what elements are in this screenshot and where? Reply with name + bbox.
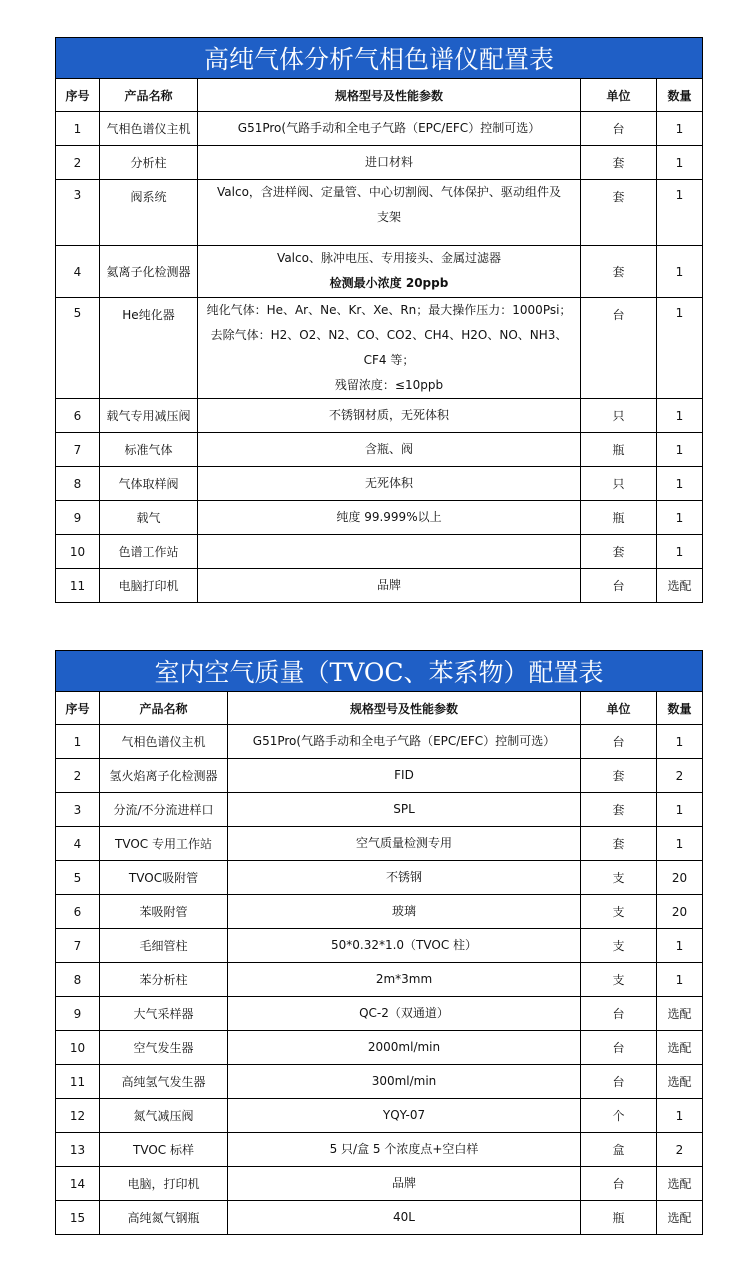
product-name: 空气发生器 bbox=[100, 1031, 228, 1065]
row-number: 10 bbox=[56, 1031, 100, 1065]
table-row bbox=[56, 433, 703, 467]
table-row bbox=[56, 997, 703, 1031]
tvoc-config-table bbox=[55, 650, 703, 1235]
spec-line: 支架 bbox=[376, 210, 401, 224]
spec-line: 含瓶、阀 bbox=[364, 442, 413, 456]
row-number: 11 bbox=[56, 569, 100, 603]
qty-cell: 1 bbox=[657, 501, 703, 535]
unit-cell: 支 bbox=[581, 929, 657, 963]
table-row bbox=[56, 759, 703, 793]
col-header-spec: 规格型号及性能参数 bbox=[198, 79, 581, 112]
qty-cell: 选配 bbox=[657, 1201, 703, 1235]
product-name: 氢火焰离子化检测器 bbox=[100, 759, 228, 793]
spec-line: Valco，含进样阀、定量管、中心切割阀、气体保护、驱动组件及 bbox=[217, 185, 561, 199]
spec-cell bbox=[228, 1167, 581, 1201]
qty-cell: 20 bbox=[657, 861, 703, 895]
row-number: 4 bbox=[56, 246, 100, 298]
qty-cell: 2 bbox=[657, 759, 703, 793]
spec-cell bbox=[198, 501, 581, 535]
spec-cell bbox=[228, 1201, 581, 1235]
spec-cell bbox=[198, 146, 581, 180]
unit-cell: 个 bbox=[581, 1099, 657, 1133]
row-number: 15 bbox=[56, 1201, 100, 1235]
col-header-unit: 单位 bbox=[581, 692, 657, 725]
product-name: TVOC 标样 bbox=[100, 1133, 228, 1167]
spec-line: 残留浓度：≤10ppb bbox=[334, 378, 444, 392]
product-name: 气相色谱仪主机 bbox=[100, 112, 198, 146]
table-row bbox=[56, 963, 703, 997]
table-title: 室内空气质量（TVOC、苯系物）配置表 bbox=[56, 651, 703, 692]
table-row bbox=[56, 1133, 703, 1167]
product-name: 载气 bbox=[100, 501, 198, 535]
row-number: 3 bbox=[56, 180, 100, 246]
spec-cell bbox=[228, 725, 581, 759]
spec-line: Valco、脉冲电压、专用接头、金属过滤器 bbox=[277, 251, 501, 265]
col-header-no: 序号 bbox=[56, 79, 100, 112]
qty-cell: 选配 bbox=[657, 569, 703, 603]
unit-cell: 套 bbox=[581, 759, 657, 793]
unit-cell: 套 bbox=[581, 246, 657, 298]
unit-cell: 套 bbox=[581, 535, 657, 569]
spec-line: 2m*3mm bbox=[375, 972, 433, 986]
unit-cell: 支 bbox=[581, 963, 657, 997]
spec-cell bbox=[198, 467, 581, 501]
qty-cell: 1 bbox=[657, 180, 703, 246]
unit-cell: 只 bbox=[581, 467, 657, 501]
table-row bbox=[56, 1167, 703, 1201]
unit-cell: 台 bbox=[581, 1167, 657, 1201]
unit-cell: 台 bbox=[581, 569, 657, 603]
row-number: 14 bbox=[56, 1167, 100, 1201]
product-name: 色谱工作站 bbox=[100, 535, 198, 569]
product-name: 氦离子化检测器 bbox=[100, 246, 198, 298]
table-row bbox=[56, 793, 703, 827]
spec-cell bbox=[228, 895, 581, 929]
qty-cell: 1 bbox=[657, 298, 703, 399]
qty-cell: 1 bbox=[657, 725, 703, 759]
spec-line: 纯度 99.999%以上 bbox=[336, 510, 442, 524]
qty-cell: 1 bbox=[657, 793, 703, 827]
qty-cell: 选配 bbox=[657, 1031, 703, 1065]
qty-cell: 1 bbox=[657, 535, 703, 569]
unit-cell: 瓶 bbox=[581, 433, 657, 467]
row-number: 5 bbox=[56, 861, 100, 895]
unit-cell: 瓶 bbox=[581, 1201, 657, 1235]
gc-config-table bbox=[55, 37, 703, 603]
table-row bbox=[56, 535, 703, 569]
spec-line: 50*0.32*1.0（TVOC 柱） bbox=[330, 938, 478, 952]
unit-cell: 只 bbox=[581, 399, 657, 433]
product-name: 毛细管柱 bbox=[100, 929, 228, 963]
table-row bbox=[56, 1099, 703, 1133]
table-row bbox=[56, 1031, 703, 1065]
spec-cell bbox=[228, 861, 581, 895]
spec-line: YQY-07 bbox=[382, 1108, 426, 1122]
product-name: He纯化器 bbox=[100, 298, 198, 399]
table-row bbox=[56, 112, 703, 146]
col-header-unit: 单位 bbox=[581, 79, 657, 112]
row-number: 12 bbox=[56, 1099, 100, 1133]
qty-cell: 1 bbox=[657, 929, 703, 963]
spec-cell bbox=[198, 246, 581, 298]
product-name: 气相色谱仪主机 bbox=[100, 725, 228, 759]
row-number: 7 bbox=[56, 929, 100, 963]
row-number: 8 bbox=[56, 963, 100, 997]
unit-cell: 台 bbox=[581, 112, 657, 146]
qty-cell: 选配 bbox=[657, 997, 703, 1031]
product-name: 电脑打印机 bbox=[100, 569, 198, 603]
spec-cell bbox=[198, 298, 581, 399]
qty-cell: 1 bbox=[657, 399, 703, 433]
spec-line: FID bbox=[394, 768, 414, 782]
product-name: 阀系统 bbox=[100, 180, 198, 246]
spec-cell bbox=[228, 793, 581, 827]
spec-cell bbox=[198, 535, 581, 569]
qty-cell: 1 bbox=[657, 146, 703, 180]
spec-line: 不锈钢材质，无死体积 bbox=[328, 408, 449, 422]
col-header-qty: 数量 bbox=[657, 692, 703, 725]
qty-cell: 1 bbox=[657, 963, 703, 997]
product-name: 气体取样阀 bbox=[100, 467, 198, 501]
col-header-spec: 规格型号及性能参数 bbox=[228, 692, 581, 725]
row-number: 2 bbox=[56, 146, 100, 180]
product-name: 大气采样器 bbox=[100, 997, 228, 1031]
header-row bbox=[56, 692, 703, 725]
qty-cell: 1 bbox=[657, 246, 703, 298]
product-name: 苯分析柱 bbox=[100, 963, 228, 997]
row-number: 5 bbox=[56, 298, 100, 399]
spec-line: 进口材料 bbox=[364, 155, 413, 169]
spec-line: G51Pro(气路手动和全电子气路（EPC/EFC）控制可选） bbox=[252, 734, 556, 748]
spec-line: 玻璃 bbox=[391, 904, 416, 918]
qty-cell: 20 bbox=[657, 895, 703, 929]
row-number: 13 bbox=[56, 1133, 100, 1167]
row-number: 10 bbox=[56, 535, 100, 569]
table-row bbox=[56, 569, 703, 603]
spec-line: 纯化气体：He、Ar、Ne、Kr、Xe、Rn；最大操作压力：1000Psi； bbox=[206, 303, 572, 317]
spec-line: 空气质量检测专用 bbox=[355, 836, 452, 850]
unit-cell: 瓶 bbox=[581, 501, 657, 535]
product-name: 高纯氢气发生器 bbox=[100, 1065, 228, 1099]
qty-cell: 1 bbox=[657, 1099, 703, 1133]
table-row bbox=[56, 146, 703, 180]
spec-cell bbox=[228, 929, 581, 963]
row-number: 3 bbox=[56, 793, 100, 827]
spec-line: 2000ml/min bbox=[367, 1040, 441, 1054]
unit-cell: 台 bbox=[581, 1065, 657, 1099]
qty-cell: 选配 bbox=[657, 1065, 703, 1099]
qty-cell: 选配 bbox=[657, 1167, 703, 1201]
spec-cell bbox=[228, 759, 581, 793]
qty-cell: 1 bbox=[657, 112, 703, 146]
table-row bbox=[56, 246, 703, 298]
spec-cell bbox=[198, 433, 581, 467]
row-number: 6 bbox=[56, 895, 100, 929]
spec-line: 40L bbox=[393, 1210, 415, 1224]
unit-cell: 台 bbox=[581, 298, 657, 399]
spec-line: 品牌 bbox=[376, 578, 401, 592]
spec-line: 无死体积 bbox=[364, 476, 413, 490]
qty-cell: 2 bbox=[657, 1133, 703, 1167]
spec-cell bbox=[198, 112, 581, 146]
qty-cell: 1 bbox=[657, 827, 703, 861]
product-name: 载气专用减压阀 bbox=[100, 399, 198, 433]
spec-cell bbox=[228, 1065, 581, 1099]
spec-line: 5 只/盒 5 个浓度点+空白样 bbox=[329, 1142, 479, 1156]
spec-line: 不锈钢 bbox=[385, 870, 422, 884]
col-header-name: 产品名称 bbox=[100, 692, 228, 725]
unit-cell: 台 bbox=[581, 1031, 657, 1065]
spec-line: SPL bbox=[393, 802, 415, 816]
row-number: 6 bbox=[56, 399, 100, 433]
table-row bbox=[56, 501, 703, 535]
product-name: TVOC吸附管 bbox=[100, 861, 228, 895]
table-row bbox=[56, 467, 703, 501]
spec-cell bbox=[228, 1133, 581, 1167]
row-number: 9 bbox=[56, 501, 100, 535]
qty-cell: 1 bbox=[657, 433, 703, 467]
unit-cell: 盒 bbox=[581, 1133, 657, 1167]
table-row bbox=[56, 298, 703, 399]
spec-line: G51Pro(气路手动和全电子气路（EPC/EFC）控制可选） bbox=[237, 121, 541, 135]
product-name: TVOC 专用工作站 bbox=[100, 827, 228, 861]
unit-cell: 套 bbox=[581, 146, 657, 180]
product-name: 分流/不分流进样口 bbox=[100, 793, 228, 827]
table-row bbox=[56, 929, 703, 963]
table-row bbox=[56, 861, 703, 895]
spec-cell bbox=[228, 827, 581, 861]
col-header-name: 产品名称 bbox=[100, 79, 198, 112]
unit-cell: 支 bbox=[581, 895, 657, 929]
table-row bbox=[56, 827, 703, 861]
spec-cell bbox=[228, 997, 581, 1031]
table-row bbox=[56, 725, 703, 759]
table-row bbox=[56, 895, 703, 929]
product-name: 苯吸附管 bbox=[100, 895, 228, 929]
spec-line: 去除气体：H2、O2、N2、CO、CO2、CH4、H2O、NO、NH3、CF4 等； bbox=[210, 328, 568, 367]
spec-line: 检测最小浓度 20ppb bbox=[329, 276, 449, 290]
product-name: 分析柱 bbox=[100, 146, 198, 180]
table-title: 高纯气体分析气相色谱仪配置表 bbox=[56, 38, 703, 79]
unit-cell: 台 bbox=[581, 725, 657, 759]
spec-line: 300ml/min bbox=[371, 1074, 437, 1088]
product-name: 电脑，打印机 bbox=[100, 1167, 228, 1201]
unit-cell: 套 bbox=[581, 180, 657, 246]
row-number: 4 bbox=[56, 827, 100, 861]
row-number: 7 bbox=[56, 433, 100, 467]
unit-cell: 支 bbox=[581, 861, 657, 895]
unit-cell: 台 bbox=[581, 997, 657, 1031]
col-header-no: 序号 bbox=[56, 692, 100, 725]
spec-line: 品牌 bbox=[391, 1176, 416, 1190]
row-number: 11 bbox=[56, 1065, 100, 1099]
spec-cell bbox=[198, 569, 581, 603]
header-row bbox=[56, 79, 703, 112]
spec-cell bbox=[228, 1099, 581, 1133]
table-row bbox=[56, 399, 703, 433]
row-number: 2 bbox=[56, 759, 100, 793]
table-row bbox=[56, 1201, 703, 1235]
product-name: 氮气减压阀 bbox=[100, 1099, 228, 1133]
unit-cell: 套 bbox=[581, 793, 657, 827]
table-row bbox=[56, 180, 703, 246]
spec-cell bbox=[228, 963, 581, 997]
row-number: 9 bbox=[56, 997, 100, 1031]
qty-cell: 1 bbox=[657, 467, 703, 501]
row-number: 1 bbox=[56, 112, 100, 146]
spec-line: QC-2（双通道） bbox=[359, 1006, 449, 1020]
product-name: 高纯氮气钢瓶 bbox=[100, 1201, 228, 1235]
row-number: 8 bbox=[56, 467, 100, 501]
unit-cell: 套 bbox=[581, 827, 657, 861]
spec-cell bbox=[228, 1031, 581, 1065]
spec-cell bbox=[198, 399, 581, 433]
table-row bbox=[56, 1065, 703, 1099]
spec-cell bbox=[198, 180, 581, 246]
row-number: 1 bbox=[56, 725, 100, 759]
col-header-qty: 数量 bbox=[657, 79, 703, 112]
product-name: 标准气体 bbox=[100, 433, 198, 467]
